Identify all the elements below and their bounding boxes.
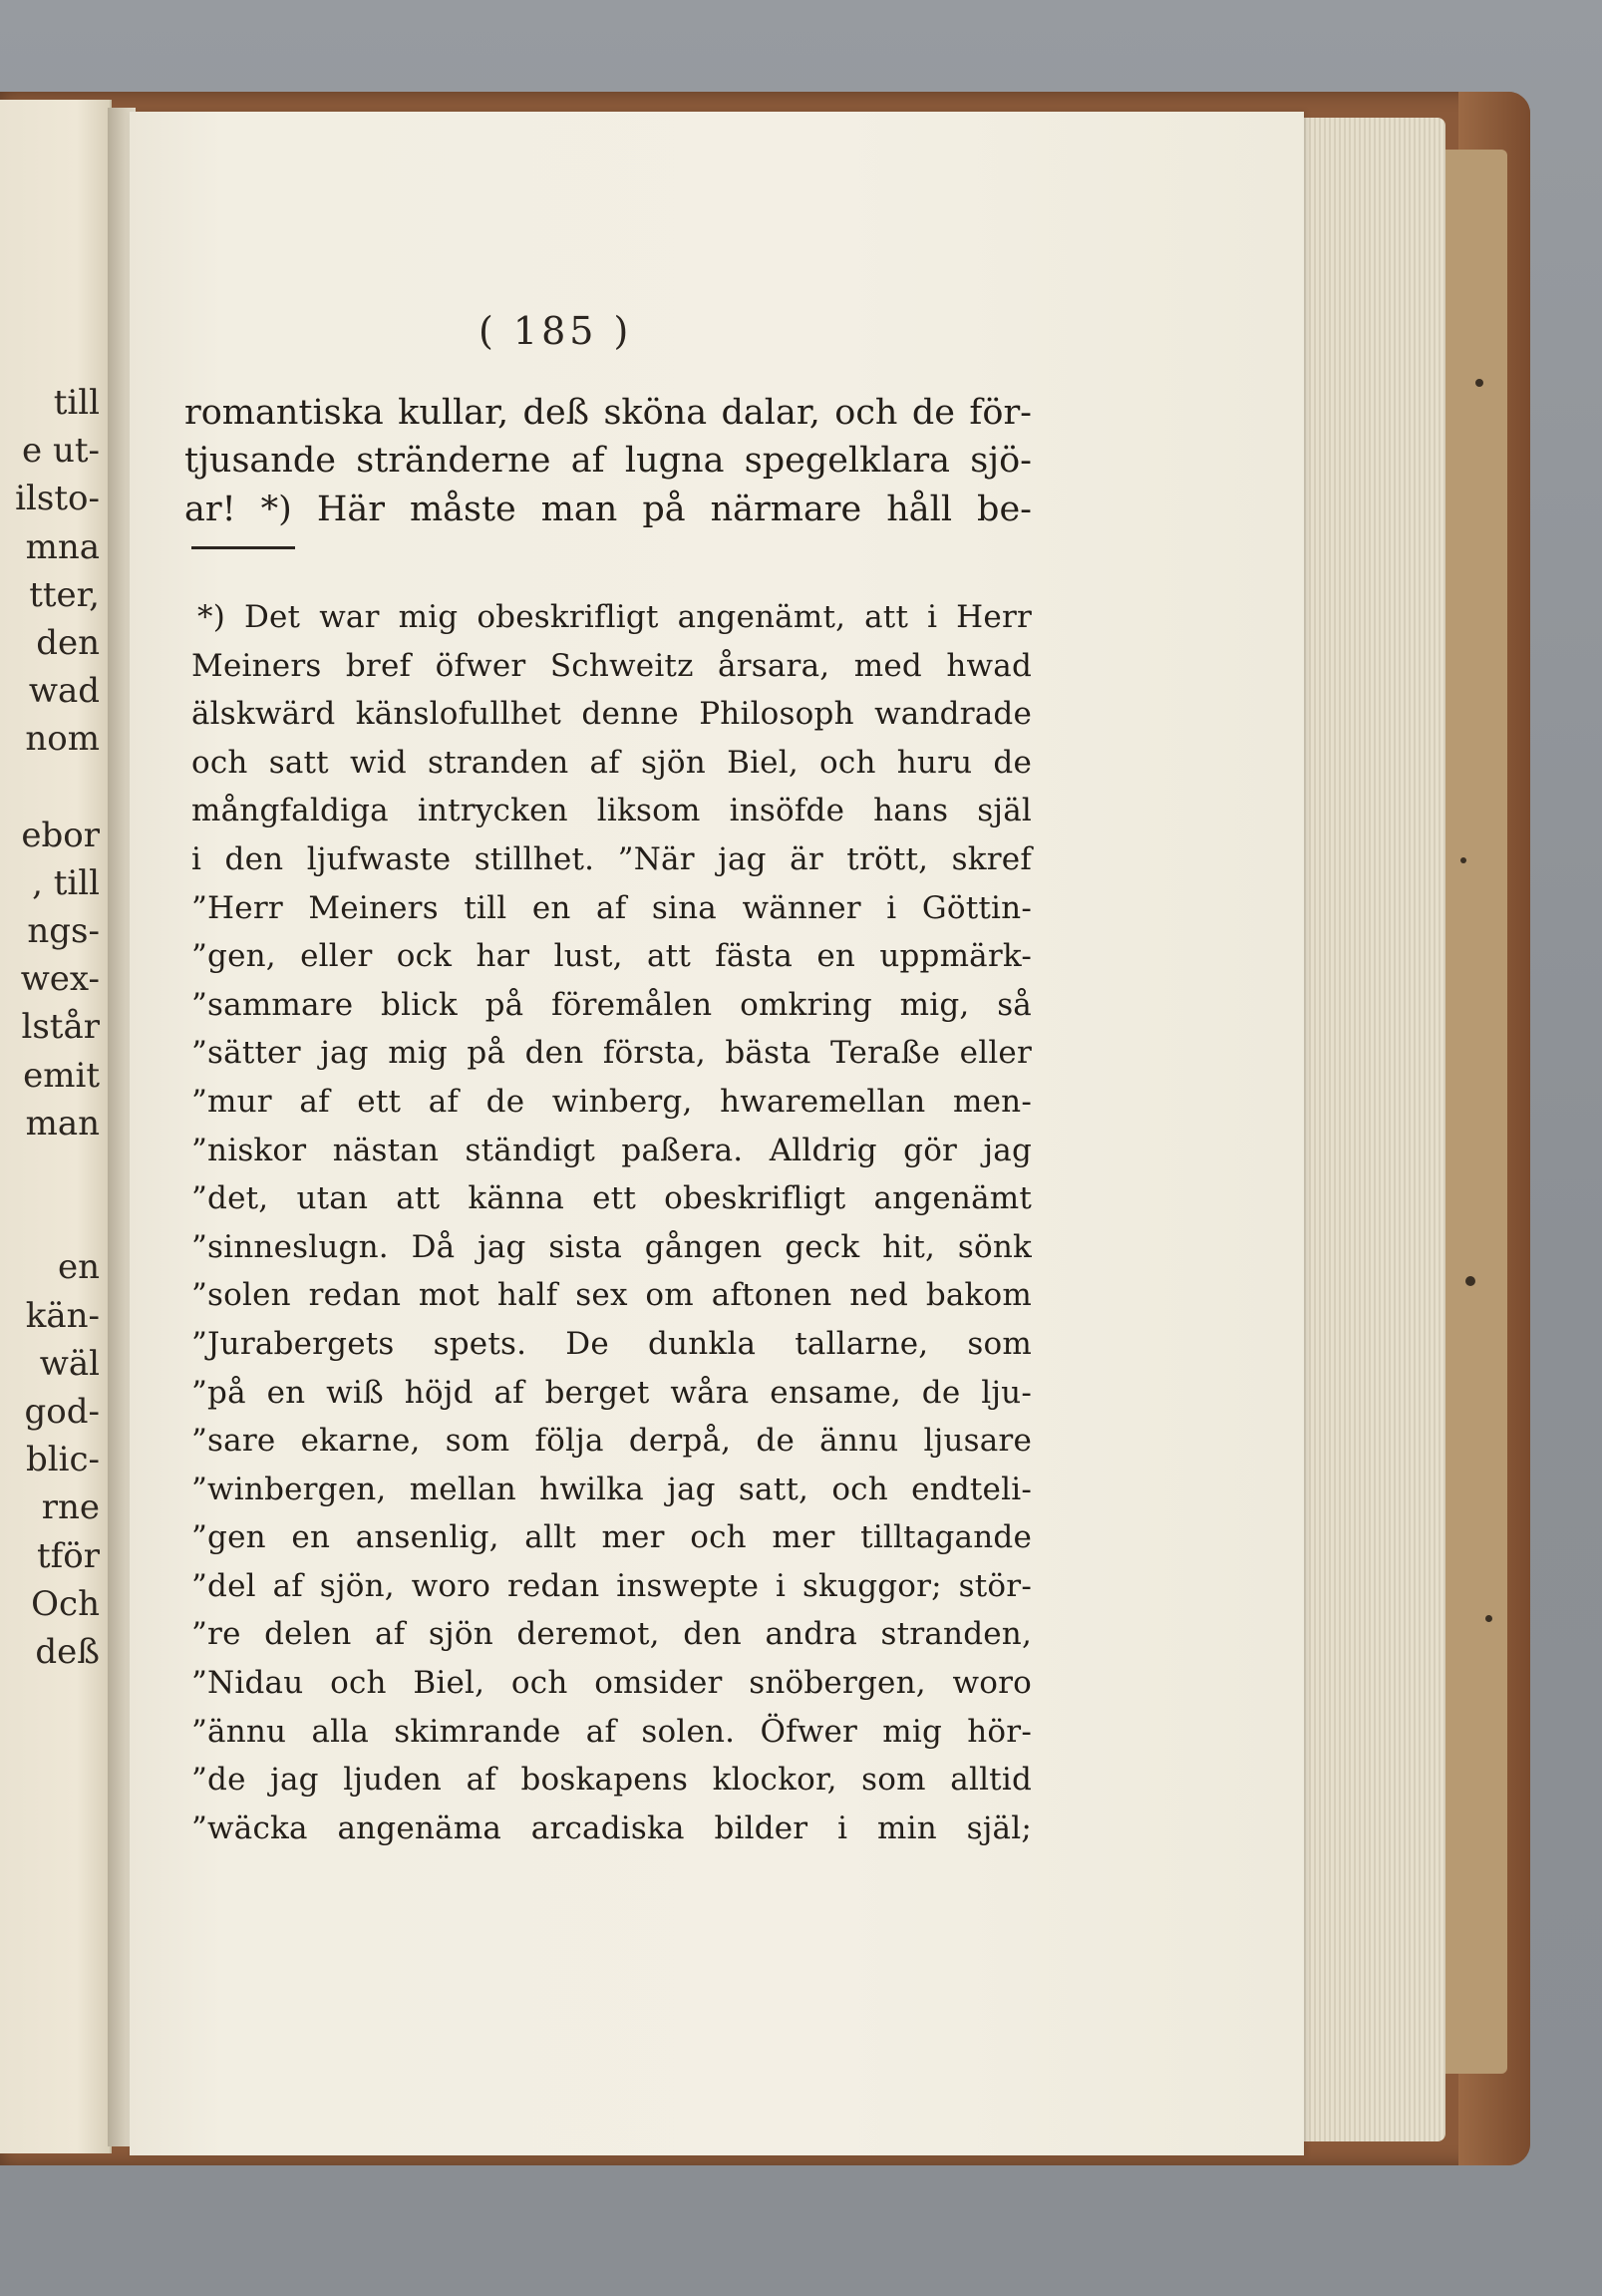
- left-line-fragment: kän-: [25, 1295, 100, 1336]
- left-line-fragment: [0, 1148, 100, 1195]
- left-line-fragment: ebor: [21, 815, 100, 855]
- text-line: tjusande stränderne af lugna spegelklara sjö-: [184, 441, 1032, 482]
- left-line-fragment: blic-: [25, 1440, 100, 1480]
- text-line: ”niskor nästan ständigt paßera. Alldrig gör jag: [191, 1132, 1032, 1168]
- foxing-spot: [1465, 1276, 1475, 1286]
- left-line-fragment: , till: [32, 862, 100, 903]
- left-line-fragment: ngs-: [27, 911, 100, 952]
- left-line-fragment: [0, 1195, 100, 1243]
- text-line: ”Nidau och Biel, och omsider snöbergen, woro: [191, 1665, 1032, 1702]
- text-line: ”solen redan mot half sex om aftonen ned bakom: [191, 1277, 1032, 1314]
- text-line: ”wäcka angenäma arcadiska bilder i min själ;: [191, 1809, 1032, 1846]
- left-line-fragment: nom: [25, 719, 100, 760]
- left-line-fragment: tför: [37, 1535, 100, 1576]
- left-line-fragment: ilsto-: [15, 479, 100, 519]
- left-line-fragment: man: [25, 1103, 100, 1144]
- text-line: ”sinneslugn. Då jag sista gången geck hit, sönk: [191, 1228, 1032, 1265]
- text-line: ”på en wiß höjd af berget wåra ensame, de lju-: [191, 1374, 1032, 1411]
- left-page-text: [0, 379, 100, 1676]
- text-line: ”sammare blick på föremålen omkring mig, så: [191, 986, 1032, 1023]
- page-number: ( 185 ): [479, 309, 633, 353]
- text-line: ”sätter jag mig på den första, bästa Teraße eller: [191, 1035, 1032, 1072]
- text-line: ”gen en ansenlig, allt mer och mer tilltagande: [191, 1519, 1032, 1556]
- footnote-rule: [191, 546, 295, 549]
- text-line: *) Det war mig obeskrifligt angenämt, att i Herr: [197, 599, 1032, 635]
- text-line: älskwärd känslofullhet denne Philosoph wandrade: [191, 696, 1032, 733]
- foxing-spot: [1475, 379, 1483, 387]
- left-line-fragment: Och: [31, 1583, 100, 1624]
- text-line: ”Jurabergets spets. De dunkla tallarne, som: [191, 1325, 1032, 1362]
- text-line: ”winbergen, mellan hwilka jag satt, och endteli-: [191, 1471, 1032, 1507]
- left-line-fragment: en: [57, 1247, 100, 1288]
- text-line: ar! *) Här måste man på närmare håll be-: [184, 489, 1032, 529]
- foxing-spot: [1460, 857, 1466, 863]
- foxing-spot: [1485, 1615, 1492, 1622]
- left-line-fragment: wex-: [20, 959, 100, 1000]
- left-page: [0, 100, 112, 2153]
- footnote: [191, 593, 1032, 1852]
- text-line: i den ljufwaste stillhet. ”När jag är trött, skref: [191, 840, 1032, 877]
- left-line-fragment: lstår: [21, 1007, 100, 1048]
- body-text: [184, 389, 1032, 533]
- text-line: ”gen, eller ock har lust, att fästa en uppmärk-: [191, 938, 1032, 975]
- text-line: ”ännu alla skimrande af solen. Öfwer mig hör-: [191, 1713, 1032, 1750]
- text-line: Meiners bref öfwer Schweitz årsara, med hwad: [191, 647, 1032, 684]
- text-line: ”de jag ljuden af boskapens klockor, som alltid: [191, 1762, 1032, 1799]
- text-line: ”sare ekarne, som följa derpå, de ännu ljusare: [191, 1423, 1032, 1460]
- left-line-fragment: emit: [23, 1055, 100, 1096]
- left-line-fragment: wäl: [39, 1343, 100, 1384]
- text-line: ”del af sjön, woro redan inswepte i skuggor; stör-: [191, 1567, 1032, 1604]
- text-line: ”mur af ett af de winberg, hwaremellan men-: [191, 1083, 1032, 1120]
- left-line-fragment: rne: [41, 1487, 100, 1528]
- text-line: romantiska kullar, deß sköna dalar, och de för-: [184, 393, 1032, 433]
- left-line-fragment: [0, 764, 100, 812]
- text-line: mångfaldiga intrycken liksom insöfde hans själ: [191, 793, 1032, 829]
- right-page: [130, 112, 1304, 2155]
- text-line: ”re delen af sjön deremot, den andra stranden,: [191, 1616, 1032, 1653]
- left-line-fragment: god-: [24, 1391, 100, 1432]
- left-line-fragment: e ut-: [22, 431, 100, 472]
- left-line-fragment: deß: [35, 1631, 100, 1672]
- left-line-fragment: mna: [25, 526, 100, 567]
- left-line-fragment: till: [53, 383, 100, 423]
- text-line: ”Herr Meiners till en af sina wänner i Göttin-: [191, 889, 1032, 926]
- left-line-fragment: wad: [28, 671, 100, 712]
- text-line: ”det, utan att känna ett obeskrifligt angenämt: [191, 1180, 1032, 1217]
- text-line: och satt wid stranden af sjön Biel, och huru de: [191, 744, 1032, 781]
- left-line-fragment: tter,: [29, 574, 100, 615]
- page-edges: [1286, 118, 1445, 2141]
- left-line-fragment: den: [36, 622, 100, 663]
